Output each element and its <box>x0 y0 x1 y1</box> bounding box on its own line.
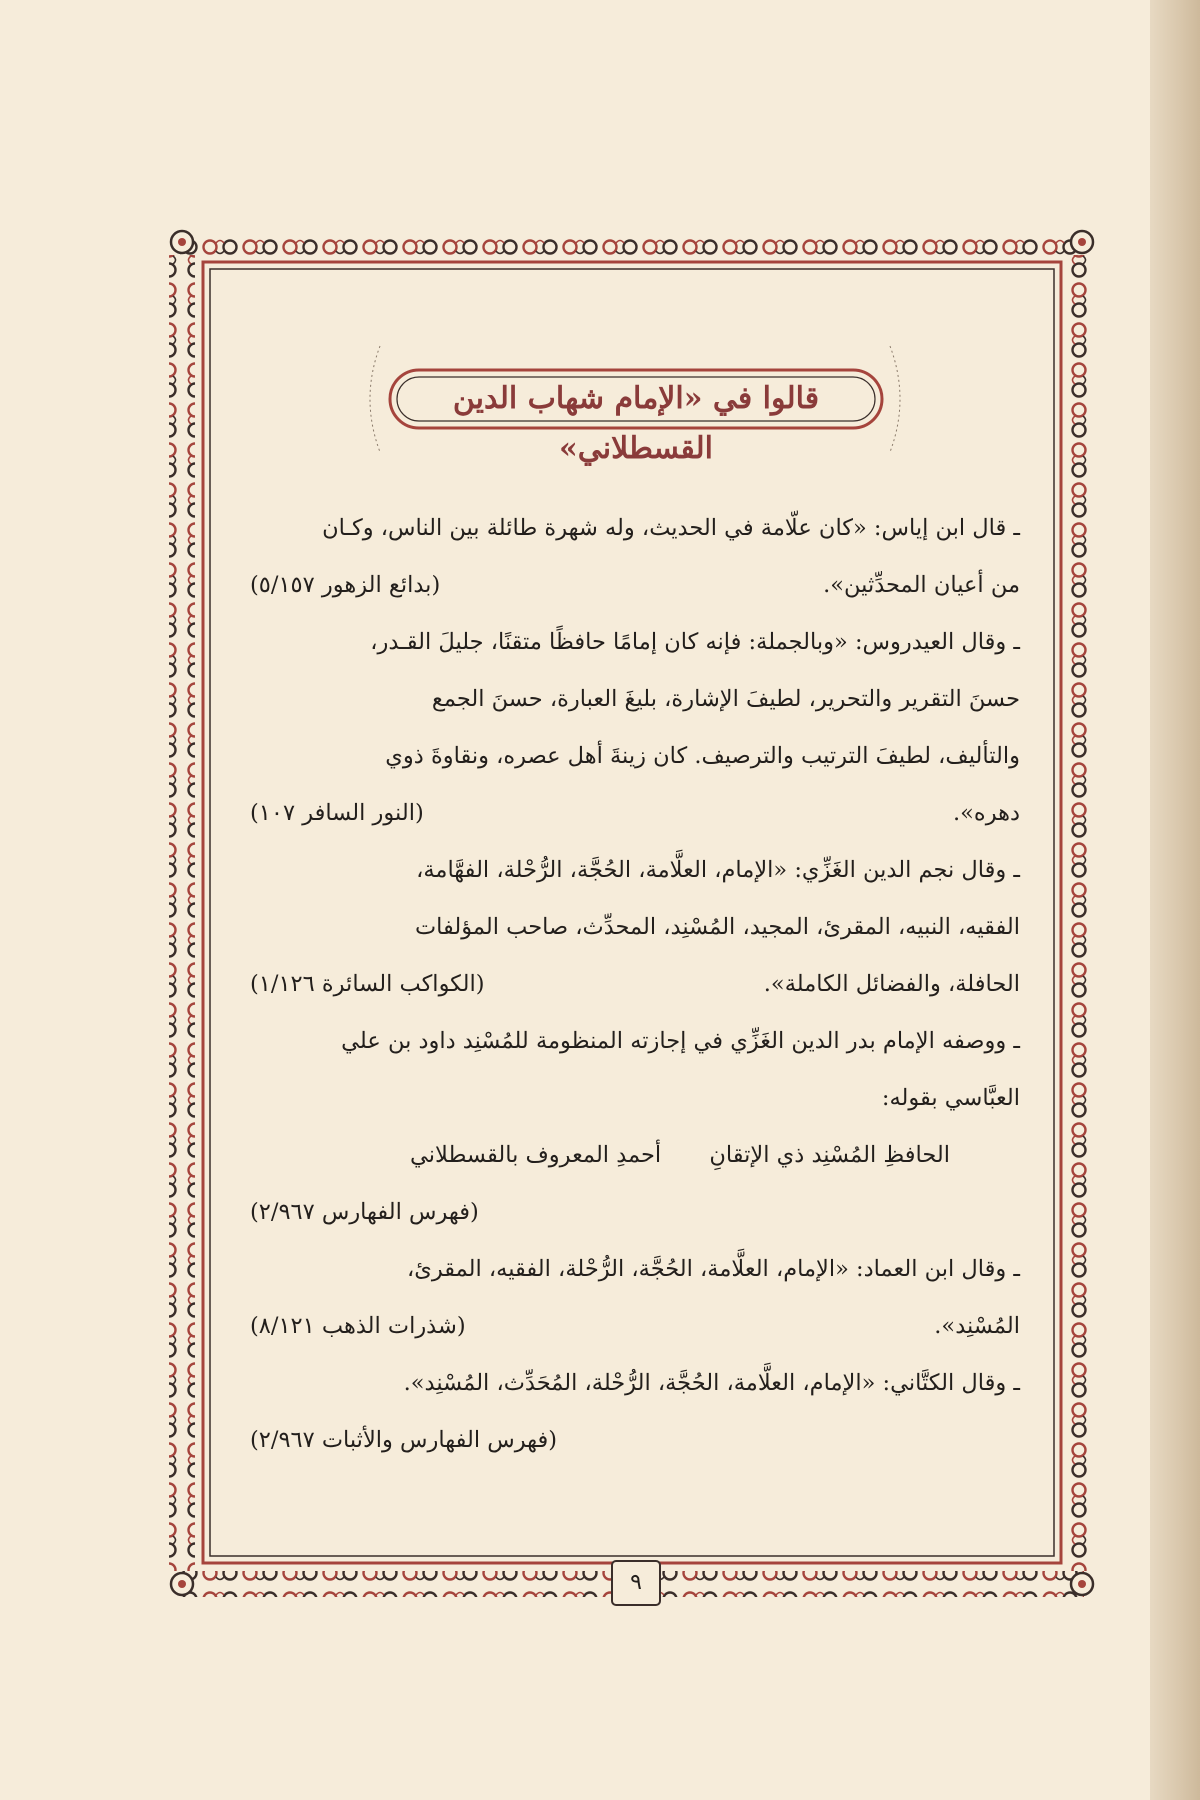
quote-line: من أعيان المحدِّثين». (بدائع الزهور ٥/١٥٧) <box>250 557 1020 614</box>
citation: (فهرس الفهارس والأثبات ٢/٩٦٧) <box>250 1427 558 1453</box>
quote-line: ـ ووصفه الإمام بدر الدين الغَزِّي في إجازته المنظومة للمُسْنِد داود بن علي <box>341 1028 1020 1054</box>
poem-verse <box>250 1127 1020 1184</box>
quote-line: ـ وقال العيدروس: «وبالجملة: فإنه كان إمامًا حافظًا متقنًا، جليلَ القـدر، <box>370 629 1020 655</box>
page-title: قالوا في «الإمام شهاب الدين القسطلاني» <box>452 381 820 466</box>
citation: (الكواكب السائرة ١/١٢٦) <box>250 971 485 997</box>
quote-line: والتأليف، لطيفَ الترتيب والترصيف. كان زينةَ أهل عصره، ونقاوةَ ذوي <box>385 743 1020 769</box>
frame-right-chain <box>1069 255 1095 1571</box>
verse-second-hemistich: أحمدِ المعروف بالقسطلاني <box>410 1142 662 1168</box>
quote-ibn-al-imad <box>250 1241 1020 1355</box>
quote-line: ـ وقال ابن العماد: «الإمام، العلَّامة، الحُجَّة، الرُّحْلة، الفقيه، المقرئ، <box>406 1256 1020 1282</box>
quotes-body <box>250 500 1020 1469</box>
citation: (النور السافر ١٠٧) <box>250 800 424 826</box>
citation: (شذرات الذهب ٨/١٢١) <box>250 1313 466 1339</box>
quote-line <box>250 1184 1020 1241</box>
quote-ibn-iyas <box>250 500 1020 614</box>
quote-line <box>250 1412 1020 1469</box>
quote-line: العبَّاسي بقوله: <box>881 1085 1020 1111</box>
quote-line: ـ وقال نجم الدين الغَزِّي: «الإمام، العلَّامة، الحُجَّة، الرُّحْلة، الفهَّامة، <box>416 857 1020 883</box>
quote-najm-al-ghazzi <box>250 842 1020 1013</box>
quote-aydarus <box>250 614 1020 842</box>
page-number: ٩ <box>630 1570 642 1595</box>
quote-line: ـ قال ابن إياس: «كان علّامة في الحديث، وله شهرة طائلة بين الناس، وكـان <box>322 515 1020 541</box>
quote-line: ـ وقال الكتَّاني: «الإمام، العلَّامة، الحُجَّة، الرُّحْلة، المُحَدِّث، المُسْنِد». <box>403 1370 1020 1396</box>
quote-badr-al-ghazzi <box>250 1013 1020 1241</box>
quote-line: حسنَ التقرير والتحرير، لطيفَ الإشارة، بليغَ العبارة، حسنَ الجمع <box>431 686 1020 712</box>
frame-left-chain <box>169 255 195 1571</box>
quote-kattani <box>250 1355 1020 1469</box>
quote-line: الحافلة، والفضائل الكاملة». (الكواكب السائرة ١/١٢٦) <box>250 956 1020 1013</box>
citation: (بدائع الزهور ٥/١٥٧) <box>250 572 441 598</box>
verse-first-hemistich: الحافظِ المُسْنِد ذي الإتقانِ <box>709 1142 950 1168</box>
citation: (فهرس الفهارس ٢/٩٦٧) <box>250 1199 479 1225</box>
frame-top-chain <box>180 229 1084 255</box>
quote-line: الفقيه، النبيه، المقرئ، المجيد، المُسْنِد، المحدِّث، صاحب المؤلفات <box>414 914 1020 940</box>
quote-line: دهره». (النور السافر ١٠٧) <box>250 785 1020 842</box>
quote-line: المُسْنِد». (شذرات الذهب ٨/١٢١) <box>250 1298 1020 1355</box>
